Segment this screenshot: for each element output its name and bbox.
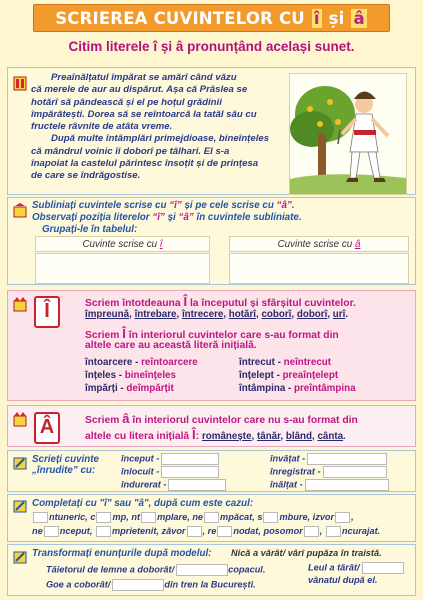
task2-word: început - [121, 453, 160, 464]
story-line: că merele de aur au dispărut. Așa că Prâslea se [31, 84, 248, 96]
pair-b: preaînțelept [282, 370, 339, 381]
pair-sep: - [285, 383, 294, 394]
rule1-head-a: Scriem întotdeauna [85, 298, 181, 309]
fill-word: zăvor [161, 526, 186, 536]
fill-word: , [351, 512, 354, 522]
answer-field[interactable] [307, 453, 387, 465]
answer-field[interactable] [161, 466, 219, 478]
task1-l1a: Subliniați cuvintele scrise cu [32, 200, 167, 211]
pair-a: întrecut [239, 357, 275, 368]
s2-b: din tren la București. [164, 579, 256, 590]
task4-instruction: Transformați enunțurile după modelul: [32, 548, 212, 559]
story-line: Preaînălțatul împărat se amărî când văzu [51, 72, 237, 83]
rule2-head-letter: â [122, 411, 130, 426]
letter-field[interactable] [187, 526, 202, 537]
task1-l2b: și [167, 212, 176, 223]
pair-right-2 [239, 383, 356, 394]
title-si: și [328, 8, 345, 28]
answer-field[interactable] [112, 579, 164, 591]
fill-word: , [202, 526, 206, 536]
task1-l2-q1: “î” [152, 212, 165, 223]
answer-field[interactable] [168, 479, 226, 491]
pair-b: reîntoarcere [141, 357, 198, 368]
s3-a: Leul a tărât/ [308, 562, 360, 573]
task2-word: înălțat - [270, 479, 303, 490]
s2-a: Goe a coborât/ [46, 579, 111, 590]
rule2-heading-cont: altele cu litera inițială Î: românește, tânăr, blând, cânta. [85, 427, 346, 442]
ex-word: blând [285, 431, 312, 442]
letter-field[interactable] [33, 512, 48, 523]
page-title [55, 9, 368, 28]
rule2-head-a: Scriem [85, 415, 120, 426]
subtitle [0, 39, 423, 54]
task4-box [7, 544, 416, 596]
title-bar [33, 4, 390, 32]
pair-sep: - [274, 357, 284, 368]
task1-l2-q2: “â” [178, 212, 194, 223]
rule2-colon: : [195, 431, 200, 442]
fill-word: nodat, [233, 526, 261, 536]
pair-b: deîmpărțit [126, 383, 174, 394]
task2-label1: Scrieți cuvinte [32, 454, 99, 465]
task2-left-1 [121, 466, 219, 478]
fill-word: mprietenit, [111, 526, 159, 536]
task2-right-2 [270, 479, 389, 491]
pair-a: înțelept [239, 370, 274, 381]
table-cell-a[interactable] [229, 253, 409, 284]
big-letter-a: Â [34, 412, 60, 444]
rule1-heading2-cont: altele care au această literă inițială. [85, 340, 257, 351]
task2-right-0 [270, 453, 387, 465]
task1-l2c: în cuvintele subliniate. [196, 212, 302, 223]
task2-word: înregistrat - [270, 466, 321, 477]
pair-left-1 [85, 370, 176, 381]
fill-word: mp, [112, 512, 129, 522]
rule1-head2-a: Scriem [85, 330, 120, 341]
task2-word: înlocuit - [121, 466, 160, 477]
col2-label: Cuvinte scrise cu [277, 239, 353, 250]
crown-icon [13, 412, 27, 428]
subtitle-after: pronunțând același sunet. [187, 39, 355, 54]
task2-label2: „înrudite” cu: [32, 465, 96, 476]
task3-instruction: Completați cu "î" sau "â", după cum este cazul: [32, 498, 254, 509]
pen-icon [13, 549, 27, 565]
task1-line1 [32, 200, 295, 211]
fill-word: nt [131, 512, 141, 522]
pair-b: preîntâmpina [294, 383, 356, 394]
task2-left-0 [121, 453, 219, 465]
ex-word: coborî [261, 309, 292, 320]
subtitle-before: Citim literele [68, 39, 150, 54]
rule1-head2-b: în interiorul cuvintelor care s-au format din [128, 330, 339, 341]
answer-field[interactable] [305, 479, 389, 491]
pair-a: împărți [85, 383, 118, 394]
fill-word: ne [32, 526, 43, 536]
letter-field[interactable] [96, 526, 111, 537]
rule-i-box [7, 290, 416, 401]
col1-label: Cuvinte scrise cu [82, 239, 158, 250]
fill-word: posomor [263, 526, 303, 536]
subtitle-letter-i: î [153, 39, 158, 54]
pair-b: neîntrecut [283, 357, 332, 368]
s3-b: vânatul după el. [308, 575, 378, 585]
story-line: de care se îndrăgostise. [31, 170, 141, 182]
task4-s1 [46, 564, 265, 576]
letter-field[interactable] [44, 526, 59, 537]
fill-word: , [319, 526, 323, 536]
task1-l2a: Observați poziția literelor [32, 212, 150, 223]
fill-word: ntuneric, [49, 512, 88, 522]
letter-field[interactable] [141, 512, 156, 523]
task2-word: învățat - [270, 453, 306, 464]
table-cell-i[interactable] [35, 253, 210, 284]
s1-a: Tăietorul de lemne a doborât/ [46, 564, 175, 575]
task3-row2 [32, 526, 380, 537]
ex-word: întrecere [181, 309, 224, 320]
story-line: hotărî să pândească și el pe hoțul grădinii [31, 96, 222, 108]
task1-l1-end: . [291, 200, 295, 211]
task3-row1 [32, 512, 354, 523]
task1-l1b: și pe cele scrise cu [184, 200, 274, 211]
pair-right-1 [239, 370, 338, 381]
pair-b: bineînțeles [124, 370, 176, 381]
story-text [31, 72, 279, 183]
story-line: După multe întâmplări primejdioase, bineînțeles [51, 133, 270, 145]
rule1-heading [85, 294, 356, 309]
rule1-head-letter: Î [183, 294, 188, 309]
col2-letter: â [354, 239, 361, 250]
pair-left-0 [85, 357, 198, 368]
letter-field[interactable] [96, 512, 111, 523]
prince-illustration [289, 73, 407, 195]
ex-word: cânta [317, 431, 344, 442]
fill-word: mpăcat, [220, 512, 255, 522]
letter-field[interactable] [204, 512, 219, 523]
rule2-head-b: în interiorul cuvintelor care nu s-au format din [132, 415, 358, 426]
pencil-icon [13, 203, 27, 219]
pair-a: întâmpina [239, 383, 286, 394]
letter-field[interactable] [304, 526, 319, 537]
pair-right-0 [239, 357, 331, 368]
pair-left-2 [85, 383, 174, 394]
task1-line2 [32, 212, 302, 223]
ex-word: hotărî [228, 309, 257, 320]
fill-word: c [90, 512, 96, 522]
ex-word: românește [201, 431, 252, 442]
rule2-head-letter2: Î [192, 427, 196, 442]
letter-field[interactable] [326, 526, 341, 537]
col1-letter: î [159, 239, 163, 250]
fill-word: izvor [312, 512, 335, 522]
ex-word: urî [332, 309, 346, 320]
table-header-a [229, 236, 409, 252]
task1-box [7, 197, 416, 285]
story-line: că mândrul voinic îi doborî pe tâlhari. El s-a [31, 145, 230, 157]
fill-word: re [207, 526, 217, 536]
answer-field[interactable] [362, 562, 404, 574]
fill-word: mbure, [279, 512, 311, 522]
pair-a: întoarcere [85, 357, 133, 368]
letter-field[interactable] [335, 512, 350, 523]
task2-box [7, 450, 416, 492]
pen-icon [13, 498, 27, 514]
fill-word: nceput, [59, 526, 93, 536]
book-icon [13, 75, 27, 91]
rule-a-box [7, 405, 416, 447]
pair-sep: - [273, 370, 283, 381]
story-line: împărătești. Dorea să se reîntoarcă la tatăl său cu [31, 108, 257, 120]
ex-word: doborî [296, 309, 328, 320]
title-main: SCRIEREA CUVINTELOR CU [55, 8, 305, 28]
s1-b: copacul. [228, 564, 266, 575]
fill-word: s [257, 512, 263, 522]
story-box [7, 67, 416, 195]
task2-left-2 [121, 479, 226, 491]
task2-right-1 [270, 466, 387, 478]
letter-field[interactable] [263, 512, 278, 523]
story-line: fructele râvnite de atâta vreme. [31, 121, 173, 133]
task1-line3: Grupați-le în tabelul: [42, 224, 138, 235]
ex-word: tânăr [256, 431, 281, 442]
pair-sep: - [116, 370, 125, 381]
answer-field[interactable] [161, 453, 219, 465]
rule1-head-b: la începutul și sfârșitul cuvintelor. [189, 298, 356, 309]
title-letter-i: î [313, 8, 320, 28]
fill-word: ncurajat. [341, 526, 381, 536]
table-header-i [35, 236, 210, 252]
subtitle-si: și [160, 39, 173, 54]
ex-word: întrebare [134, 309, 177, 320]
fill-word: mplare, [157, 512, 190, 522]
task4-s2 [46, 579, 256, 591]
rule1-head2-letter: Î [122, 326, 126, 341]
task2-word: îndurerat - [121, 479, 167, 490]
title-letter-a: â [353, 8, 365, 28]
answer-field[interactable] [323, 466, 387, 478]
rule2-heading [85, 411, 358, 426]
letter-field[interactable] [217, 526, 232, 537]
crown-icon [13, 297, 27, 313]
task1-l1-q2: “â” [276, 200, 292, 211]
pair-sep: - [132, 357, 142, 368]
task3-box [7, 494, 416, 542]
ex-word: împreună [85, 309, 130, 320]
answer-field[interactable] [176, 564, 228, 576]
subtitle-letter-a: â [175, 39, 184, 54]
big-letter-i: Î [34, 296, 60, 328]
rule1-examples: împreună, întrebare, întrecere, hotărî, coborî, doborî, urî. [85, 309, 349, 320]
task4-model: Nică a vărât/ vârî pupăza în traistă. [231, 548, 382, 558]
task4-s3 [308, 562, 404, 574]
task1-l1-q1: “î” [169, 200, 182, 211]
pair-a: înțeles [85, 370, 117, 381]
fill-word: ne [192, 512, 204, 522]
pen-icon [13, 455, 27, 471]
rule2-head-c: altele cu litera inițială [85, 431, 190, 442]
story-line: înapoiat la castelul părintesc însoțit și de prințesa [31, 158, 259, 170]
prince-image [290, 74, 406, 194]
rule1-heading2 [85, 326, 339, 341]
pair-sep: - [117, 383, 127, 394]
